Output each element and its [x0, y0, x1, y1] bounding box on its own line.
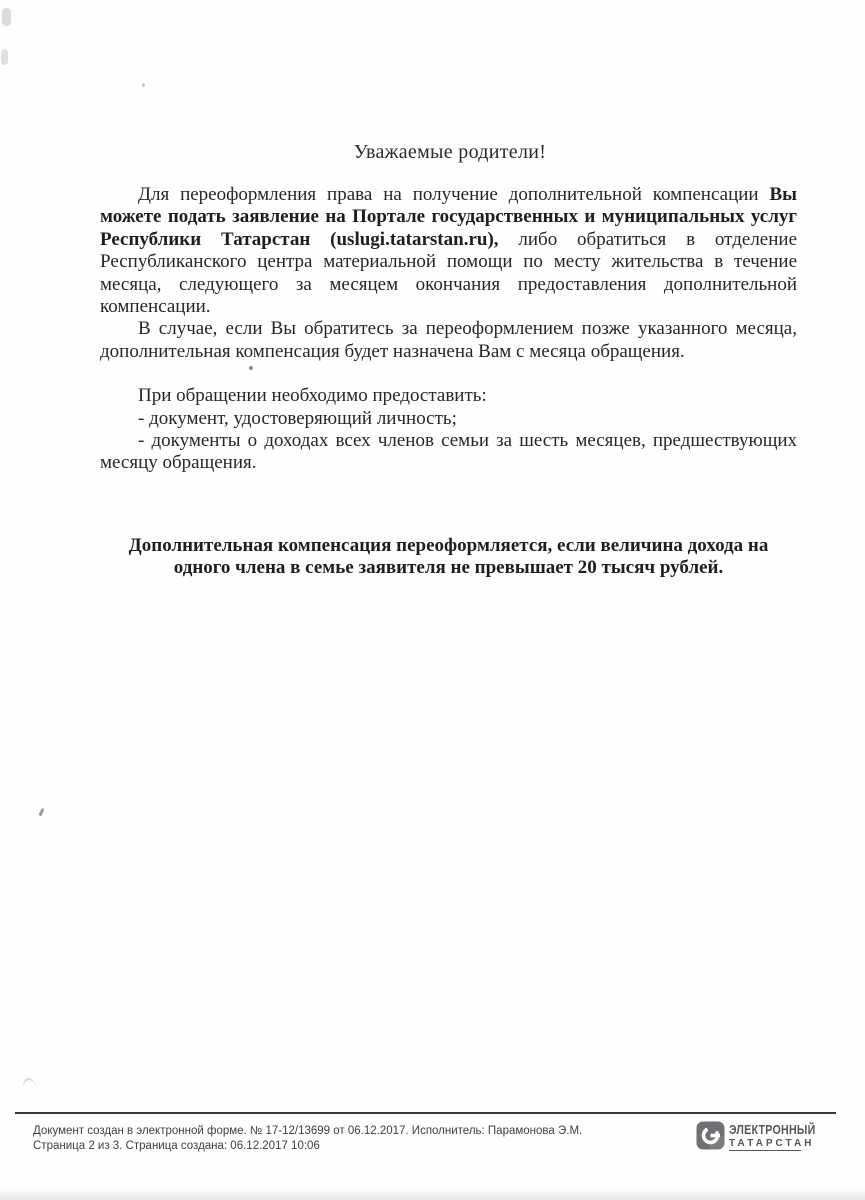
scan-artifact-speck [142, 83, 145, 87]
notice-line2: одного члена в семье заявителя не превышает 20 тысяч рублей. [173, 557, 724, 579]
document-body [100, 184, 797, 580]
footer-meta-line1: Документ создан в электронной форме. № 17-12/13699 от 06.12.2017. Исполнитель: Парамонова Э.М. [33, 1125, 583, 1137]
paragraph1-line4: Республиканского центра материальной помощи по месту жительства в течение [100, 251, 797, 273]
notice-line1: Дополнительная компенсация переоформляется, если величина дохода на [128, 534, 769, 556]
logo-line-electronic: ЭЛЕКТРОННЫЙ [729, 1122, 816, 1137]
paragraph1-line5: месяца, следующего за месяцем окончания предоставления дополнительной [100, 273, 797, 295]
footer-meta-line2: Страница 2 из 3. Страница создана: 06.12.2017 10:06 [33, 1139, 320, 1152]
paragraph1-line2: можете подать заявление на Портале государственных и муниципальных услуг [100, 206, 797, 228]
paragraph2-line1: В случае, если Вы обратитесь за переоформлением позже указанного месяца, [138, 318, 797, 340]
scan-artifact-smudge [1, 49, 8, 65]
logo-line-tatarstan: ТАТАРСТАН [729, 1137, 815, 1149]
requirements-item2-line1: - документы о доходах всех членов семьи за шесть месяцев, предшествующих [138, 430, 797, 452]
paragraph1-line1-bold: Вы [769, 184, 797, 205]
footer-divider [15, 1112, 836, 1114]
notice-paragraph [100, 535, 797, 580]
scan-artifact-curl [21, 1077, 37, 1093]
requirements-item1: - документ, удостоверяющий личность; [138, 407, 457, 429]
spacer [100, 363, 797, 385]
electronic-tatarstan-logo-icon [696, 1121, 725, 1150]
scan-edge-shadow [0, 1188, 865, 1200]
scan-artifact-smudge [2, 8, 11, 26]
paragraph1-line1 [100, 184, 797, 206]
paragraph1-line3 [100, 229, 797, 251]
paragraph1-line3-regular: либо обратиться в отделение [518, 228, 797, 250]
requirements-item2-line2: месяцу обращения. [100, 452, 257, 474]
scan-artifact-mark [38, 808, 44, 816]
paragraph1-line3-bold: Республики Татарстан (uslugi.tatarstan.ru), [100, 228, 499, 250]
electronic-tatarstan-logo-text [729, 1121, 835, 1151]
paragraph2-line2: дополнительная компенсация будет назначена Вам с месяца обращения. [100, 340, 685, 362]
document-title: Уважаемые родители! [353, 141, 547, 163]
electronic-tatarstan-logo [696, 1121, 835, 1151]
paragraph1-line6: компенсации. [100, 296, 211, 318]
requirements-heading: При обращении необходимо предоставить: [138, 385, 487, 407]
paragraph1-line1-regular: Для переоформления права на получение дополнительной компенсации [138, 184, 759, 205]
footer-metadata [33, 1124, 633, 1153]
